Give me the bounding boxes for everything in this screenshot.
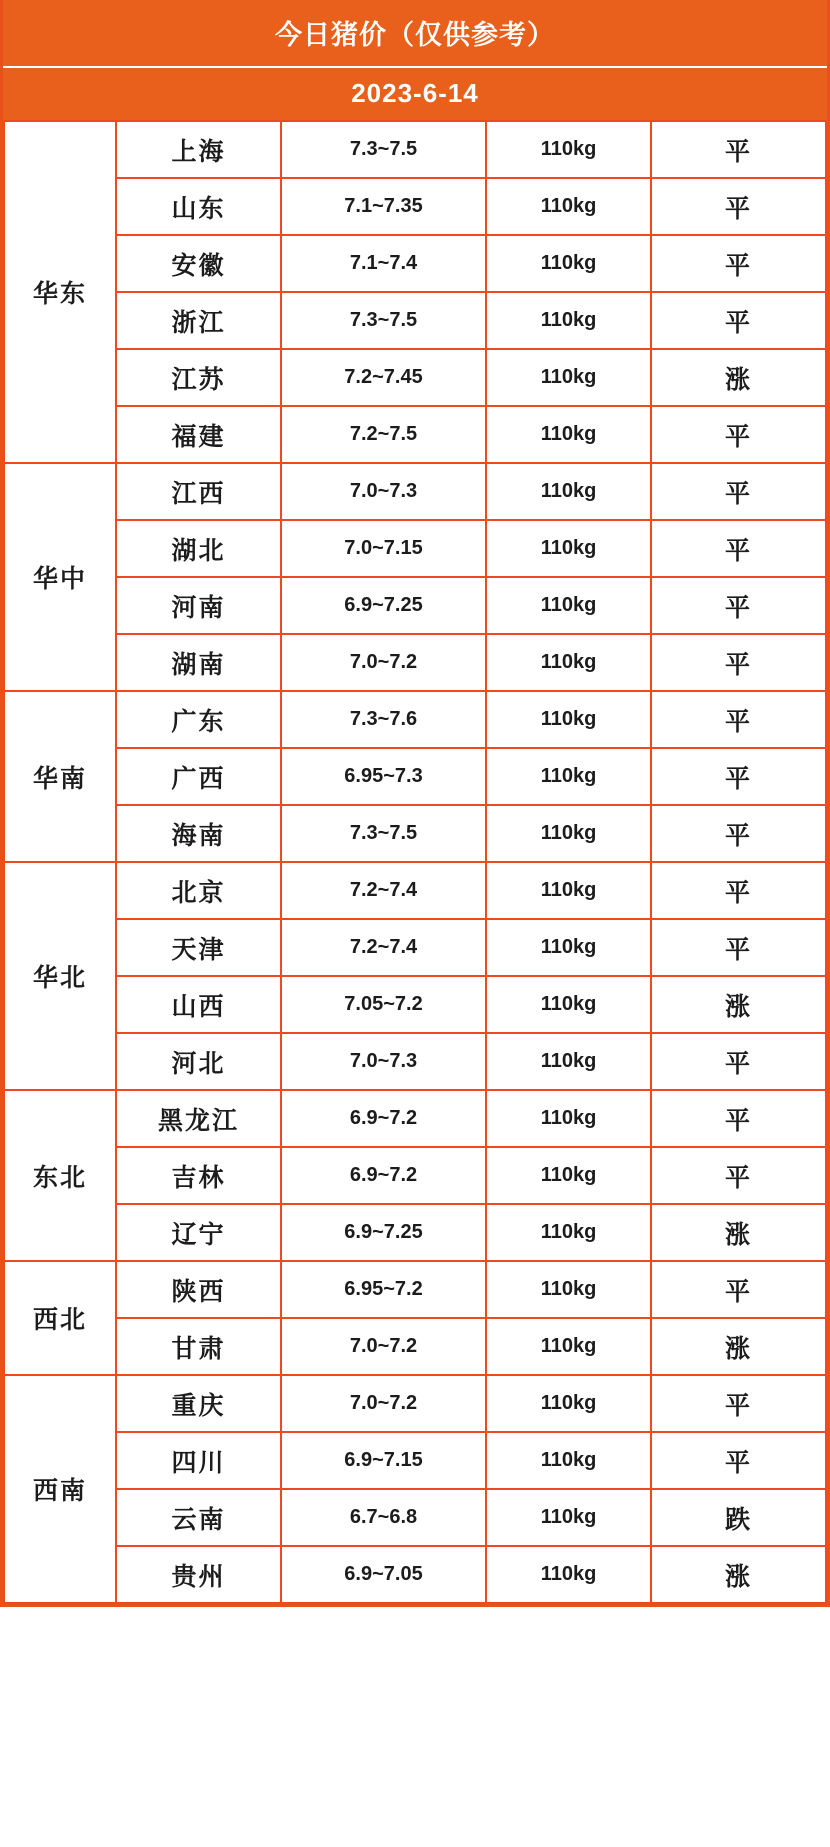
weight-cell: 110kg [486, 976, 651, 1033]
trend-cell: 涨 [651, 1318, 826, 1375]
table-row [4, 805, 826, 862]
trend-cell: 平 [651, 235, 826, 292]
price-cell: 7.05~7.2 [281, 976, 486, 1033]
province-cell: 甘肃 [116, 1318, 281, 1375]
weight-cell: 110kg [486, 1432, 651, 1489]
table-row [4, 691, 826, 748]
region-cell: 华东 [4, 121, 116, 463]
trend-cell: 涨 [651, 1204, 826, 1261]
province-cell: 重庆 [116, 1375, 281, 1432]
table-row [4, 406, 826, 463]
province-cell: 福建 [116, 406, 281, 463]
weight-cell: 110kg [486, 406, 651, 463]
weight-cell: 110kg [486, 292, 651, 349]
trend-cell: 平 [651, 691, 826, 748]
price-cell: 7.2~7.5 [281, 406, 486, 463]
trend-cell: 跌 [651, 1489, 826, 1546]
table-row [4, 1204, 826, 1261]
table-row [4, 121, 826, 178]
table-row [4, 748, 826, 805]
province-cell: 陕西 [116, 1261, 281, 1318]
weight-cell: 110kg [486, 1033, 651, 1090]
table-row [4, 1375, 826, 1432]
province-cell: 山西 [116, 976, 281, 1033]
region-cell: 华中 [4, 463, 116, 691]
trend-cell: 平 [651, 919, 826, 976]
table-row [4, 577, 826, 634]
table-row [4, 919, 826, 976]
price-cell: 7.3~7.6 [281, 691, 486, 748]
price-cell: 7.3~7.5 [281, 805, 486, 862]
table-row [4, 292, 826, 349]
province-cell: 辽宁 [116, 1204, 281, 1261]
table-row [4, 178, 826, 235]
trend-cell: 平 [651, 121, 826, 178]
price-cell: 6.95~7.3 [281, 748, 486, 805]
province-cell: 广西 [116, 748, 281, 805]
price-cell: 7.3~7.5 [281, 292, 486, 349]
trend-cell: 平 [651, 463, 826, 520]
trend-cell: 平 [651, 292, 826, 349]
province-cell: 湖南 [116, 634, 281, 691]
page-title: 今日猪价（仅供参考） [3, 0, 827, 68]
trend-cell: 平 [651, 1147, 826, 1204]
price-cell: 7.1~7.4 [281, 235, 486, 292]
price-cell: 7.3~7.5 [281, 121, 486, 178]
province-cell: 江苏 [116, 349, 281, 406]
weight-cell: 110kg [486, 1318, 651, 1375]
weight-cell: 110kg [486, 577, 651, 634]
trend-cell: 平 [651, 805, 826, 862]
trend-cell: 平 [651, 1033, 826, 1090]
province-cell: 湖北 [116, 520, 281, 577]
table-row [4, 634, 826, 691]
price-table [3, 120, 827, 1604]
weight-cell: 110kg [486, 1375, 651, 1432]
region-cell: 西北 [4, 1261, 116, 1375]
price-cell: 7.0~7.2 [281, 1318, 486, 1375]
weight-cell: 110kg [486, 805, 651, 862]
weight-cell: 110kg [486, 1261, 651, 1318]
price-cell: 6.7~6.8 [281, 1489, 486, 1546]
weight-cell: 110kg [486, 520, 651, 577]
weight-cell: 110kg [486, 349, 651, 406]
trend-cell: 平 [651, 1090, 826, 1147]
weight-cell: 110kg [486, 1204, 651, 1261]
price-cell: 7.2~7.4 [281, 862, 486, 919]
trend-cell: 平 [651, 1432, 826, 1489]
weight-cell: 110kg [486, 178, 651, 235]
table-row [4, 976, 826, 1033]
price-cell: 6.9~7.15 [281, 1432, 486, 1489]
province-cell: 云南 [116, 1489, 281, 1546]
weight-cell: 110kg [486, 121, 651, 178]
price-cell: 7.2~7.45 [281, 349, 486, 406]
trend-cell: 平 [651, 862, 826, 919]
region-cell: 华南 [4, 691, 116, 862]
table-row [4, 1261, 826, 1318]
table-row [4, 463, 826, 520]
trend-cell: 平 [651, 1261, 826, 1318]
weight-cell: 110kg [486, 1147, 651, 1204]
price-cell: 6.95~7.2 [281, 1261, 486, 1318]
province-cell: 河北 [116, 1033, 281, 1090]
price-cell: 6.9~7.05 [281, 1546, 486, 1603]
region-cell: 东北 [4, 1090, 116, 1261]
province-cell: 贵州 [116, 1546, 281, 1603]
price-cell: 7.1~7.35 [281, 178, 486, 235]
province-cell: 广东 [116, 691, 281, 748]
price-cell: 7.0~7.2 [281, 1375, 486, 1432]
province-cell: 江西 [116, 463, 281, 520]
table-row [4, 1432, 826, 1489]
province-cell: 天津 [116, 919, 281, 976]
table-row [4, 1489, 826, 1546]
weight-cell: 110kg [486, 1546, 651, 1603]
province-cell: 四川 [116, 1432, 281, 1489]
trend-cell: 平 [651, 577, 826, 634]
table-row [4, 1090, 826, 1147]
price-cell: 7.2~7.4 [281, 919, 486, 976]
weight-cell: 110kg [486, 1489, 651, 1546]
price-cell: 7.0~7.3 [281, 1033, 486, 1090]
trend-cell: 涨 [651, 349, 826, 406]
trend-cell: 涨 [651, 1546, 826, 1603]
table-row [4, 1318, 826, 1375]
price-cell: 6.9~7.2 [281, 1090, 486, 1147]
province-cell: 北京 [116, 862, 281, 919]
province-cell: 山东 [116, 178, 281, 235]
table-row [4, 520, 826, 577]
weight-cell: 110kg [486, 919, 651, 976]
province-cell: 海南 [116, 805, 281, 862]
province-cell: 上海 [116, 121, 281, 178]
weight-cell: 110kg [486, 1090, 651, 1147]
table-row [4, 1147, 826, 1204]
province-cell: 黑龙江 [116, 1090, 281, 1147]
weight-cell: 110kg [486, 748, 651, 805]
province-cell: 吉林 [116, 1147, 281, 1204]
price-cell: 6.9~7.25 [281, 1204, 486, 1261]
price-cell: 7.0~7.15 [281, 520, 486, 577]
trend-cell: 平 [651, 634, 826, 691]
weight-cell: 110kg [486, 463, 651, 520]
table-row [4, 862, 826, 919]
price-table-body [4, 121, 826, 1603]
table-row [4, 349, 826, 406]
region-cell: 华北 [4, 862, 116, 1090]
table-row [4, 1546, 826, 1603]
region-cell: 西南 [4, 1375, 116, 1603]
trend-cell: 平 [651, 178, 826, 235]
price-cell: 6.9~7.2 [281, 1147, 486, 1204]
price-cell: 7.0~7.2 [281, 634, 486, 691]
trend-cell: 平 [651, 520, 826, 577]
trend-cell: 平 [651, 1375, 826, 1432]
trend-cell: 平 [651, 748, 826, 805]
weight-cell: 110kg [486, 634, 651, 691]
weight-cell: 110kg [486, 862, 651, 919]
weight-cell: 110kg [486, 235, 651, 292]
province-cell: 安徽 [116, 235, 281, 292]
province-cell: 河南 [116, 577, 281, 634]
price-cell: 7.0~7.3 [281, 463, 486, 520]
date-label: 2023-6-14 [3, 68, 827, 120]
weight-cell: 110kg [486, 691, 651, 748]
trend-cell: 涨 [651, 976, 826, 1033]
price-cell: 6.9~7.25 [281, 577, 486, 634]
table-row [4, 1033, 826, 1090]
table-row [4, 235, 826, 292]
province-cell: 浙江 [116, 292, 281, 349]
trend-cell: 平 [651, 406, 826, 463]
